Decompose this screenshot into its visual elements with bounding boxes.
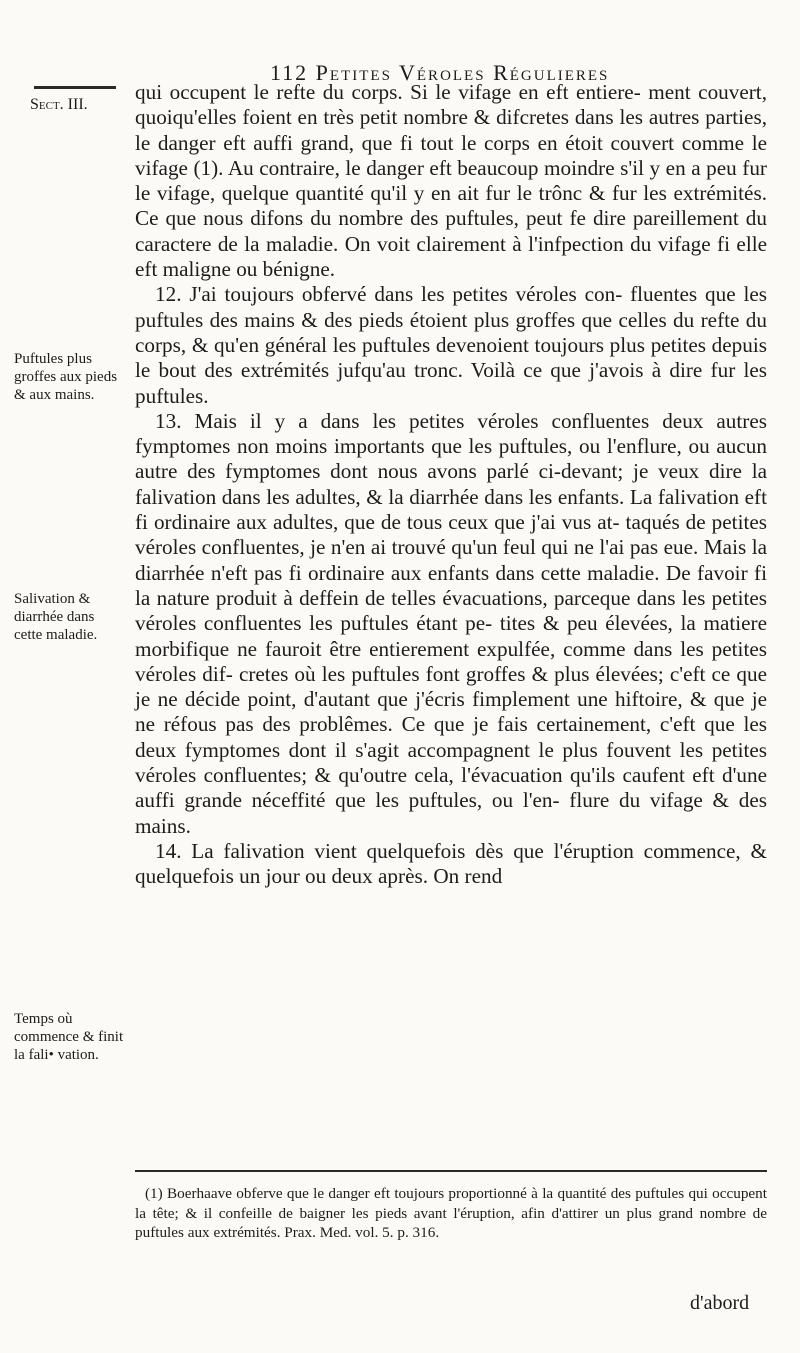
footnote-1: (1) Boerhaave obferve que le danger eft toujours proportionné à la quantité des puftules qui occupent la tête; & il confeille de baigner les pieds avant l'éruption, afin d'attirer un plus grand nombre de puftules aux extrémités. Prax. Med. vol. 5. p. 316. bbox=[135, 1185, 767, 1242]
footnotes bbox=[135, 1184, 767, 1243]
section-rule bbox=[34, 86, 116, 89]
margin-note-timing: Temps où commence & finit la fali• vation. bbox=[14, 1011, 124, 1063]
margin-note-pustules: Puftules plus groffes aux pieds & aux mains. bbox=[14, 351, 118, 403]
footnote-rule bbox=[135, 1170, 767, 1172]
paragraph-12: 12. J'ai toujours obfervé dans les petites véroles con- fluentes que les puftules des mains & des pieds étoient plus groffes que celles du refte du corps, & qu'en général les puftules devenoient toujours plus petites depuis le bout des extrémités jufqu'au tronc. Voilà ce que j'avois à dire fur les puftules. bbox=[135, 282, 767, 408]
margin-note-salivation: Salivation & diarrhée dans cette maladie. bbox=[14, 591, 98, 643]
paragraph-continuation: qui occupent le refte du corps. Si le vifage en eft entiere- ment couvert, quoiqu'elles foient en très petit nombre & difcretes dans les autres parties, le danger eft auffi grand, que fi tout le corps en étoit couvert comme le vifage (1). Au contraire, le danger eft beaucoup moindre s'il y en a peu fur le vifage, quelque quantité qu'il y en ait fur le trônc & fur les extrémités. Ce que nous difons du nombre des puftules, peut fe dire pareillement du caractere de la maladie. On voit clairement à l'infpection du vifage fi elle eft maligne ou bénigne. bbox=[135, 80, 767, 282]
paragraph-14: 14. La falivation vient quelquefois dès que l'éruption commence, & quelquefois un jour ou deux après. On rend bbox=[135, 838, 767, 889]
catchword: d'abord bbox=[690, 1292, 750, 1314]
running-head: 112 Petites Véroles Régulieres bbox=[270, 60, 610, 85]
body-text bbox=[135, 80, 767, 890]
section-label: Sect. III. bbox=[30, 96, 88, 113]
paragraph-13: 13. Mais il y a dans les petites véroles confluentes deux autres fymptomes non moins importants que les puftules, ou l'enflure, ou aucun autre des fymptomes dont nous avons parlé ci-devant; je veux dire la falivation dans les adultes, & la diarrhée dans les enfants. La falivation eft fi ordinaire aux adultes, que de tous ceux que j'ai vus at- taqués de petites véroles confluentes, je n'en ai trouvé qu'un feul qui ne l'ai pas eue. Mais la diarrhée n'eft pas fi ordinaire aux enfants dans cette maladie. De favoir fi la nature produit à deffein de telles évacuations, parceque dans les petites véroles confluentes les puftules étant pe- tites & peu élevées, la matiere morbifique ne fauroit être entierement expulfée, comme dans les petites véroles dif- cretes où les puftules font groffes & plus élevées; c'eft ce que je ne décide point, d'autant que j'écris fimplement une hiftoire, & que je ne réfous pas des problêmes. Ce que je fais certainement, c'eft que les deux fymptomes dont il s'agit accompagnent le plus fouvent les petites véroles confluentes; & qu'outre cela, l'évacuation qu'ils caufent eft d'une auffi grande néceffité que les puftules, ou l'en- flure du vifage & des mains. bbox=[135, 408, 767, 838]
